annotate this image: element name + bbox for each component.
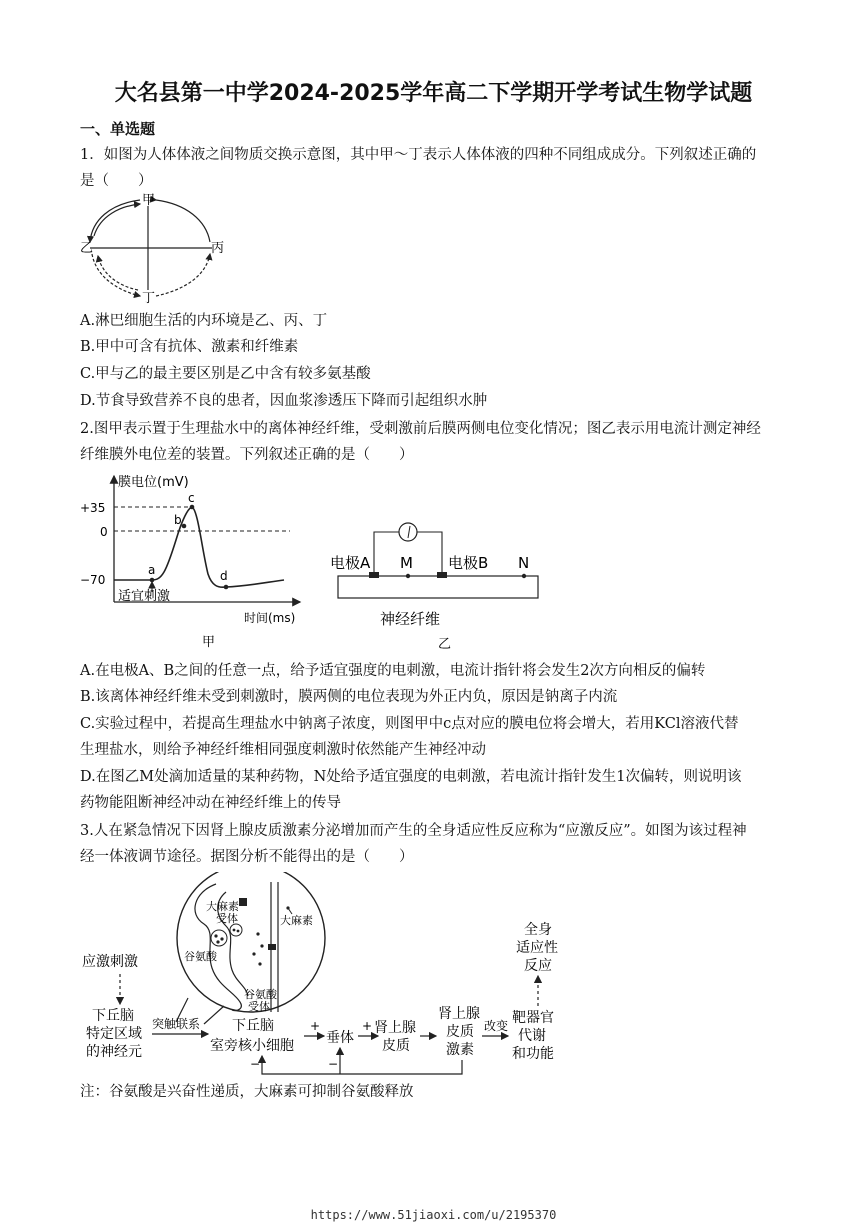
fig3-dmz: 大麻素 <box>280 914 313 927</box>
fig3-target-3: 和功能 <box>512 1046 554 1062</box>
fig3-minus-2: − <box>328 1057 339 1071</box>
q3-figure <box>76 872 596 1082</box>
q1-option-d: D.节食导致营养不良的患者，因血浆渗透压下降而引起组织水肿 <box>80 393 488 409</box>
footer-url[interactable]: https://www.51jiaoxi.com/u/2195370 <box>310 1208 557 1222</box>
page-title: 大名县第一中学2024-2025学年高二下学期开学考试生物学试题 <box>114 81 753 106</box>
fig3-hypo-region-3: 的神经元 <box>86 1044 142 1060</box>
q2-stem-line2: 纤维膜外电位差的装置。下列叙述正确的是（ ） <box>80 447 414 463</box>
q3-note: 注：谷氨酸是兴奋性递质，大麻素可抑制谷氨酸释放 <box>80 1084 414 1100</box>
fig3-resp-3: 反应 <box>524 958 552 974</box>
fig2b-electrode-b: 电极B <box>448 554 489 572</box>
fig3-adrenal-2: 皮质 <box>382 1038 410 1054</box>
fig3-hormone-3: 激素 <box>446 1042 474 1058</box>
q3-stem-line1: 3.人在紧急情况下因肾上腺皮质激素分泌增加而产生的全身适应性反应称为“应激反应”。如图为该过程神 <box>80 823 747 839</box>
q1-option-a: A.淋巴细胞生活的内环境是乙、丙、丁 <box>80 313 328 329</box>
fig3-glu-receptor-2: 受体 <box>248 1000 270 1013</box>
q1-figure <box>80 192 240 304</box>
fig1-bing: 丙 <box>211 241 225 256</box>
fig3-resp-2: 适应性 <box>516 940 558 956</box>
fig2-caption-jia: 甲 <box>202 635 216 650</box>
q1-option-c: C.甲与乙的最主要区别是乙中含有较多氨基酸 <box>80 366 371 382</box>
fig3-hormone-2: 皮质 <box>446 1024 474 1040</box>
fig3-dmz-receptor-2: 受体 <box>216 912 238 925</box>
fig3-hormone-1: 肾上腺 <box>438 1006 480 1022</box>
fig3-plus-1: + <box>310 1019 321 1033</box>
fig3-target-2: 代谢 <box>518 1028 546 1044</box>
q1-stem-line1: 1．如图为人体体液之间物质交换示意图，其中甲～丁表示人体体液的四种不同组成成分。下列叙述正确的 <box>80 147 757 163</box>
fig3-hypo-region-2: 特定区域 <box>86 1026 142 1042</box>
fig1-jia: 甲 <box>142 193 156 208</box>
fig2-ylabel: 膜电位(mV) <box>118 475 189 490</box>
fig2-point-c: c <box>188 491 195 505</box>
q1-stem-line2: 是（ ） <box>80 173 153 189</box>
fig2b-electrode-a: 电极A <box>330 554 371 572</box>
fig3-plus-2: + <box>362 1019 373 1033</box>
fig2-point-d: d <box>220 569 228 583</box>
q2-option-c-line2: 生理盐水，则给予神经纤维相同强度刺激时依然能产生神经冲动 <box>80 742 486 758</box>
fig3-glu: 谷氨酸 <box>184 950 217 963</box>
fig3-dmz-receptor-1: 大麻素 <box>206 900 239 913</box>
fig3-target-1: 靶器官 <box>512 1010 554 1026</box>
fig3-stress: 应激刺激 <box>82 954 138 970</box>
q3-stem-line2: 经一体液调节途径。据图分析不能得出的是（ ） <box>80 849 414 865</box>
q2-figure-jia <box>80 470 310 655</box>
fig2-point-b: b <box>174 513 182 527</box>
q2-option-d-line1: D.在图乙M处滴加适量的某种药物，N处给予适宜强度的电刺激，若电流计指针发生1次偏转，则说明该 <box>80 769 742 785</box>
fig2-point-a: a <box>148 563 156 577</box>
fig3-minus-1: − <box>250 1057 261 1071</box>
q2-option-d-line2: 药物能阻断神经冲动在神经纤维上的传导 <box>80 795 341 811</box>
fig2-ytick-70: −70 <box>80 573 106 587</box>
fig3-change: 改变 <box>484 1019 509 1033</box>
fig3-resp-1: 全身 <box>524 922 552 938</box>
q1-option-b: B.甲中可含有抗体、激素和纤维素 <box>80 339 299 355</box>
q2-option-c-line1: C.实验过程中，若提高生理盐水中钠离子浓度，则图甲中c点对应的膜电位将会增大，若用KCl溶液代替 <box>80 716 739 732</box>
fig1-yi: 乙 <box>80 241 94 256</box>
fig3-pvn-2: 室旁核小细胞 <box>210 1038 294 1054</box>
fig2-ytick-0: 0 <box>100 525 108 539</box>
fig3-pituitary: 垂体 <box>326 1030 354 1046</box>
fig3-hypo-region-1: 下丘脑 <box>92 1008 134 1024</box>
fig2-caption-yi: 乙 <box>438 637 452 652</box>
section-heading: 一、单选题 <box>80 120 156 138</box>
q2-option-a: A.在电极A、B之间的任意一点，给予适宜强度的电刺激，电流计指针将会发生2次方向相反的偏转 <box>80 663 706 679</box>
fig2b-m: M <box>400 554 413 572</box>
q2-option-b: B.该离体神经纤维未受到刺激时，膜两侧的电位表现为外正内负，原因是钠离子内流 <box>80 689 618 705</box>
fig3-pvn-1: 下丘脑 <box>232 1018 274 1034</box>
fig2-xlabel: 时间(ms) <box>244 611 296 625</box>
fig3-adrenal-1: 肾上腺 <box>374 1020 416 1036</box>
fig3-synapse: 突触联系 <box>152 1017 201 1031</box>
fig2-ytick-35: +35 <box>80 501 106 515</box>
fig2b-n: N <box>518 554 530 572</box>
q2-figure-yi <box>328 520 548 655</box>
q2-stem-line1: 2.图甲表示置于生理盐水中的离体神经纤维，受刺激前后膜两侧电位变化情况；图乙表示用电流计测定神经 <box>80 421 761 437</box>
fig1-ding: 丁 <box>142 291 156 304</box>
fig2-stim-label: 适宜刺激 <box>118 589 171 604</box>
fig2b-fiber-label: 神经纤维 <box>380 610 441 628</box>
fig3-glu-receptor-1: 谷氨酸 <box>244 988 277 1001</box>
